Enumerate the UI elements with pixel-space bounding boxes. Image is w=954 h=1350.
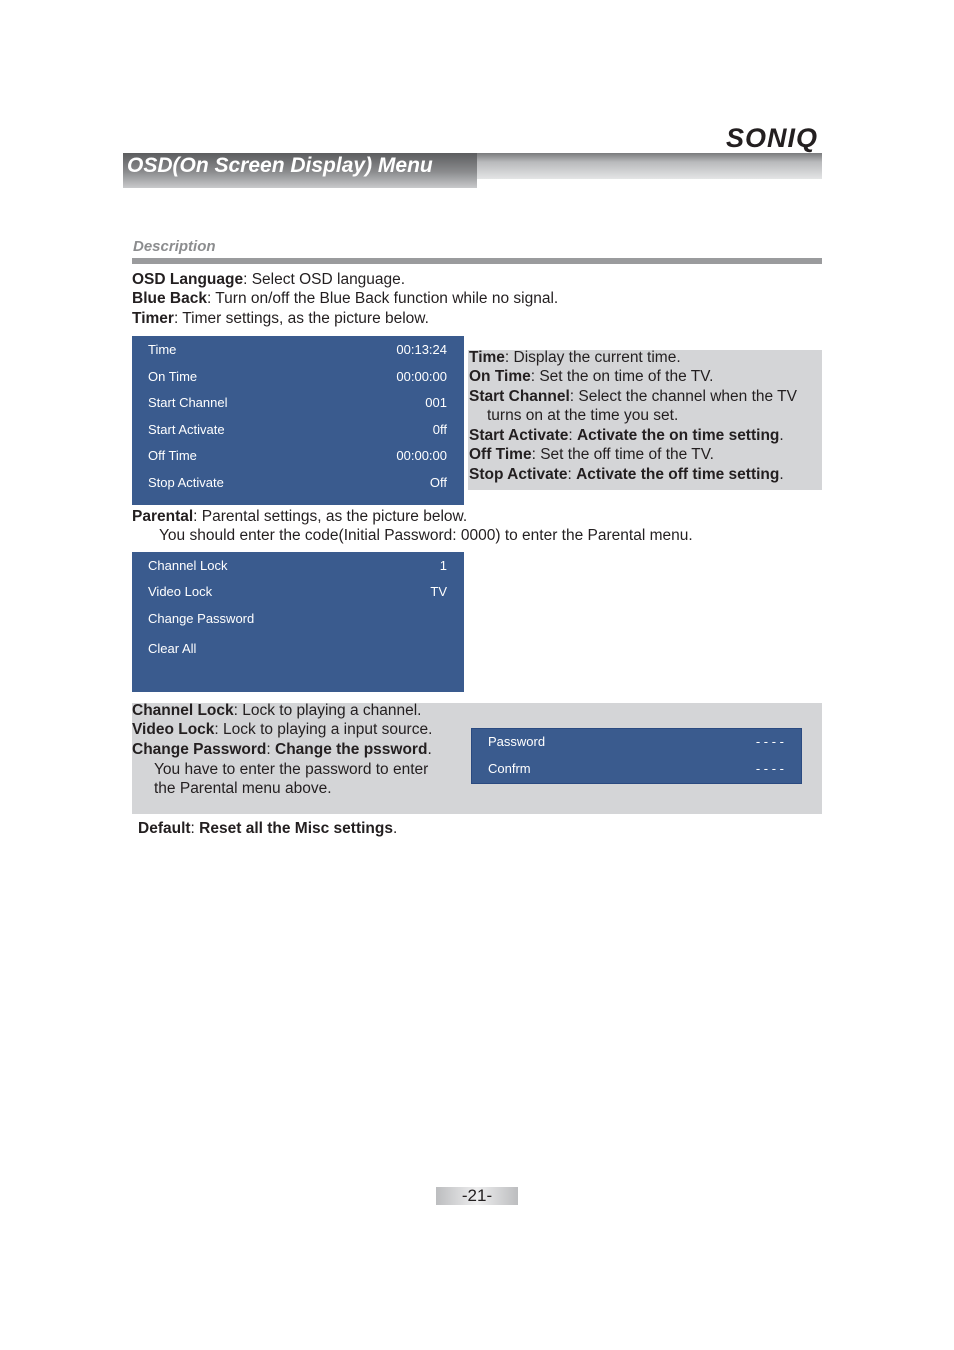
- timer-row-off-time: [132, 448, 464, 468]
- confirm-row: [472, 761, 801, 781]
- parental-intro: [132, 507, 467, 527]
- password-menu-screen: [471, 728, 802, 784]
- timer-row-start-activate: [132, 422, 464, 442]
- desc-on-time: [469, 367, 713, 387]
- desc: : Display the current time.: [504, 349, 681, 366]
- parental-menu-screen: [132, 552, 464, 692]
- password-row: [472, 734, 801, 754]
- page-number: -21-: [461, 1186, 493, 1205]
- term: OSD Language: [132, 271, 244, 288]
- desc: : Select the channel when the TV: [569, 388, 797, 405]
- desc-video-lock: [132, 720, 432, 740]
- row-value: 00:13:24: [396, 342, 447, 357]
- desc-off-time: [469, 445, 714, 465]
- default-line: [138, 819, 397, 839]
- term: On Time: [469, 368, 531, 385]
- row-label: Off Time: [148, 448, 197, 463]
- row-label: On Time: [148, 369, 198, 384]
- parental-note: You should enter the code(Initial Password: 0000) to enter the Parental menu.: [159, 527, 693, 544]
- row-label: Confrm: [488, 761, 531, 776]
- desc-time: [469, 348, 681, 368]
- end: .: [392, 820, 398, 837]
- desc: : Lock to playing a input source.: [214, 721, 433, 738]
- parental-row-channel-lock: [132, 558, 464, 578]
- row-value: 001: [425, 395, 447, 410]
- row-label: Time: [148, 342, 177, 357]
- desc-channel-lock: [132, 701, 422, 721]
- term: Time: [469, 349, 505, 366]
- timer-menu-screen: [132, 336, 464, 505]
- sep: :: [567, 466, 577, 483]
- desc: : Set the on time of the TV.: [530, 368, 714, 385]
- term: Start Activate: [469, 427, 569, 444]
- desc: Activate the on time setting: [576, 427, 780, 444]
- section-label: Description: [133, 238, 216, 255]
- end: .: [427, 741, 432, 758]
- sep: :: [190, 820, 200, 837]
- row-value: - - - -: [755, 761, 784, 776]
- term: Blue Back: [132, 290, 207, 307]
- row-value: 0ff: [432, 422, 447, 437]
- row-value: 00:00:00: [396, 369, 447, 384]
- row-value: - - - -: [755, 734, 784, 749]
- timer-row-on-time: [132, 369, 464, 389]
- timer-row-start-channel: [132, 395, 464, 415]
- desc-start-channel: [469, 387, 797, 407]
- intro-osd-language: [132, 270, 405, 290]
- term: Video Lock: [132, 721, 215, 738]
- row-value: 00:00:00: [396, 448, 447, 463]
- desc: Reset all the Misc settings: [199, 820, 393, 837]
- desc: : Parental settings, as the picture below.: [193, 508, 468, 525]
- desc: : Lock to playing a channel.: [233, 702, 422, 719]
- desc-change-password-cont1: You have to enter the password to enter: [154, 761, 429, 778]
- term: Channel Lock: [132, 702, 234, 719]
- intro-blue-back: [132, 289, 558, 309]
- desc: : Set the off time of the TV.: [531, 446, 714, 463]
- page-title: OSD(On Screen Display) Menu: [127, 154, 433, 177]
- parental-row-change-password: [132, 611, 464, 631]
- row-label: Clear All: [148, 641, 197, 656]
- term: Off Time: [469, 446, 532, 463]
- brand-logo: SONIQ: [726, 123, 819, 153]
- timer-row-stop-activate: [132, 475, 464, 495]
- term: Timer: [132, 310, 174, 327]
- parental-row-clear-all: [132, 641, 464, 661]
- term: Parental: [132, 508, 194, 525]
- row-label: Channel Lock: [148, 558, 228, 573]
- desc-change-password: [132, 740, 432, 760]
- parental-row-video-lock: [132, 584, 464, 604]
- term: Default: [138, 820, 191, 837]
- desc: : Timer settings, as the picture below.: [173, 310, 429, 327]
- row-label: Password: [488, 734, 546, 749]
- row-label: Video Lock: [148, 584, 213, 599]
- row-label: Start Channel: [148, 395, 228, 410]
- end: .: [779, 466, 784, 483]
- section-divider: [132, 258, 822, 264]
- term: Start Channel: [469, 388, 570, 405]
- row-label: Change Password: [148, 611, 255, 626]
- desc: Change the pssword: [275, 741, 428, 758]
- sep: :: [266, 741, 275, 758]
- desc-start-channel-cont: turns on at the time you set.: [487, 407, 679, 424]
- desc-start-activate: [469, 426, 784, 446]
- row-value: 1: [439, 558, 447, 573]
- intro-timer: [132, 309, 429, 329]
- desc-change-password-cont2: the Parental menu above.: [154, 780, 332, 797]
- desc: Activate the off time setting: [576, 466, 780, 483]
- row-value: Off: [429, 475, 447, 490]
- timer-row-time: [132, 342, 464, 362]
- term: Change Password: [132, 741, 267, 758]
- end: .: [779, 427, 784, 444]
- desc: : Select OSD language.: [243, 271, 406, 288]
- row-value: TV: [430, 584, 447, 599]
- term: Stop Activate: [469, 466, 568, 483]
- desc-stop-activate: [469, 465, 784, 485]
- desc: : Turn on/off the Blue Back function while no signal.: [206, 290, 559, 307]
- sep: :: [568, 427, 577, 444]
- row-label: Stop Activate: [148, 475, 224, 490]
- row-label: Start Activate: [148, 422, 225, 437]
